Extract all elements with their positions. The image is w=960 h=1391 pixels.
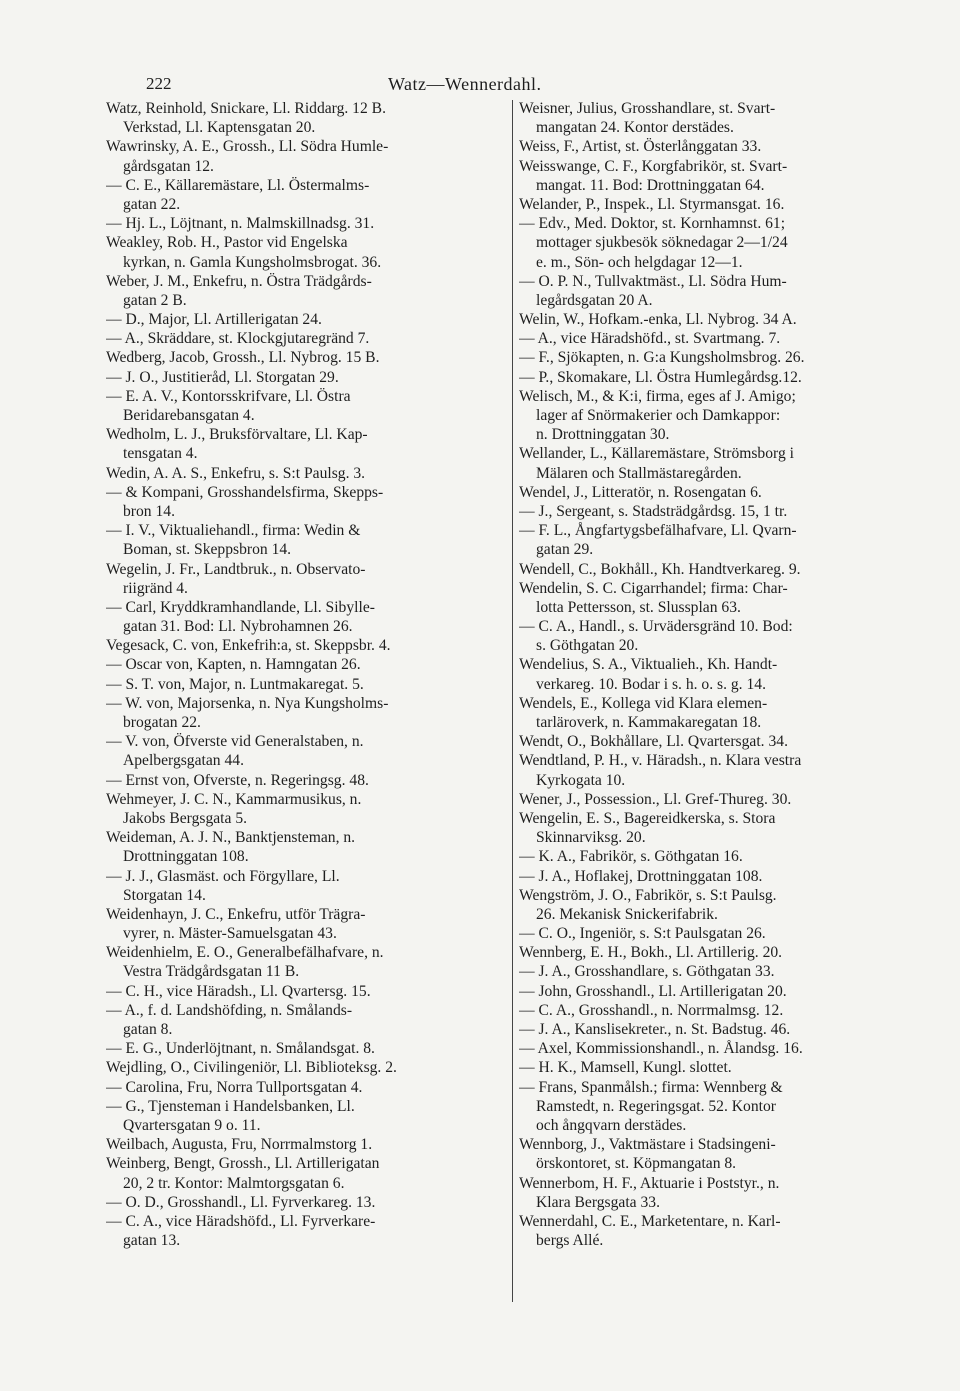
entry-line: Wennerdahl, C. E., Marketentare, n. Karl-	[519, 1212, 781, 1230]
entry-continuation-line: Apelbergsgatan 44.	[123, 752, 244, 770]
entry-line: Weidenhayn, J. C., Enkefru, utför Trägra-	[106, 905, 366, 923]
entry-line: Weber, J. M., Enkefru, n. Östra Trädgårds-	[106, 272, 372, 290]
entry-continuation-line: örskontoret, st. Köpmangatan 8.	[536, 1155, 737, 1173]
entry-line: Weinberg, Bengt, Grossh., Ll. Artillerigatan	[106, 1155, 380, 1173]
entry-continuation-line: Boman, st. Skeppsbron 14.	[123, 541, 292, 559]
entry-continuation-line: och ångqvarn derstädes.	[536, 1116, 687, 1134]
entry-continuation-line: mangat. 11. Bod: Drottninggatan 64.	[536, 176, 765, 194]
entry-continuation-line: n. Drottninggatan 30.	[536, 426, 670, 444]
entry-line: — O. D., Grosshandl., Ll. Fyrverkareg. 13.	[106, 1193, 376, 1211]
entry-continuation-line: Jakobs Bergsgata 5.	[123, 809, 248, 827]
left-column	[106, 99, 509, 1250]
entry-line: Wendtland, P. H., v. Häradsh., n. Klara vestra	[519, 752, 802, 770]
entry-line: Welander, P., Inspek., Ll. Styrmansgat. 16.	[519, 195, 785, 213]
entry-continuation-line: gatan 31. Bod: Ll. Nybrohamnen 26.	[123, 618, 353, 636]
entry-continuation-line: brogatan 22.	[123, 714, 201, 731]
entry-line: Wengelin, E. S., Bagereidkerska, s. Stora	[519, 809, 776, 827]
entry-line: — O. P. N., Tullvaktmäst., Ll. Södra Hum-	[519, 272, 787, 290]
entry-line: — F., Sjökapten, n. G:a Kungsholmsbrog. 26.	[519, 349, 805, 367]
entry-continuation-line: kyrkan, n. Gamla Kungsholmsbrogat. 36.	[123, 253, 382, 271]
entry-continuation-line: e. m., Sön- och helgdagar 12—1.	[536, 253, 743, 271]
entry-continuation-line: s. Göthgatan 20.	[536, 637, 639, 655]
entry-continuation-line: gatan 2 B.	[123, 291, 187, 309]
entry-line: — J. A., Kanslisekreter., n. St. Badstug. 46.	[519, 1021, 791, 1038]
entry-line: — C. A., Handl., s. Urvädersgränd 10. Bod:	[519, 618, 793, 636]
entry-continuation-line: tensgatan 4.	[123, 445, 198, 463]
entry-line: — C. A., vice Häradshöfd., Ll. Fyrverkare-	[106, 1212, 376, 1230]
entry-line: — J., Sergeant, s. Stadsträdgårdsg. 15, 1 tr.	[519, 502, 788, 520]
entry-line: — C. O., Ingeniör, s. S:t Paulsgatan 26.	[519, 925, 766, 943]
entry-continuation-line: lotta Pettersson, st. Slussplan 63.	[536, 598, 741, 616]
entry-line: Wellander, L., Källaremästare, Strömsborg i	[519, 445, 794, 463]
entry-line: — P., Skomakare, Ll. Östra Humlegårdsg.12.	[519, 368, 802, 386]
entry-line: — John, Grosshandl., Ll. Artillerigatan 20.	[519, 982, 787, 1000]
entry-line: — V. von, Öfverste vid Generalstaben, n.	[106, 733, 364, 751]
entry-line: Wedberg, Jacob, Grossh., Ll. Nybrog. 15 B.	[106, 349, 380, 367]
entry-line: — Carl, Kryddkramhandlande, Ll. Sibylle-	[106, 598, 375, 616]
entry-continuation-line: bron 14.	[123, 502, 175, 520]
entry-line: — Oscar von, Kapten, n. Hamngatan 26.	[106, 656, 361, 674]
entry-line: Wedin, A. A. S., Enkefru, s. S:t Paulsg. 3.	[106, 464, 366, 482]
entry-line: Wennberg, E. H., Bokh., Ll. Artillerig. 20.	[519, 944, 783, 962]
entry-line: — C. A., Grosshandl., n. Norrmalmsg. 12.	[519, 1001, 784, 1019]
entry-continuation-line: gatan 29.	[536, 541, 594, 559]
entry-line: Weideman, A. J. N., Banktjensteman, n.	[106, 829, 356, 847]
entry-continuation-line: lager af Snörmakerier och Damkappor:	[536, 407, 781, 424]
entry-line: Wennborg, J., Vaktmästare i Stadsingeni-	[519, 1136, 776, 1154]
entry-line: Watz, Reinhold, Snickare, Ll. Riddarg. 12 B.	[106, 100, 386, 117]
entry-line: Wedholm, L. J., Bruksförvaltare, Ll. Kap-	[106, 426, 368, 444]
entry-continuation-line: Skinnarviksg. 20.	[536, 829, 646, 847]
entry-line: — & Kompani, Grosshandelsfirma, Skepps-	[106, 483, 384, 501]
entry-continuation-line: vyrer, n. Mäster-Samuelsgatan 43.	[123, 925, 337, 943]
entry-line: — K. A., Fabrikör, s. Göthgatan 16.	[519, 848, 743, 866]
entry-continuation-line: Ramstedt, n. Regeringsgat. 52. Kontor	[536, 1097, 776, 1115]
entry-continuation-line: Verkstad, Ll. Kaptensgatan 20.	[123, 119, 316, 137]
entry-line: Wendt, O., Bokhållare, Ll. Qvartersgat. 34.	[519, 733, 788, 751]
entry-line: — Ernst von, Ofverste, n. Regeringsg. 48.	[106, 771, 369, 789]
entry-continuation-line: gårdsgatan 12.	[123, 157, 214, 175]
entry-line: — A., f. d. Landshöfding, n. Smålands-	[106, 1001, 353, 1019]
entry-line: — J. A., Grosshandlare, s. Göthgatan 33.	[519, 963, 775, 981]
entry-continuation-line: Drottninggatan 108.	[123, 848, 249, 866]
entry-line: — I. V., Viktualiehandl., firma: Wedin &	[106, 522, 361, 540]
entry-line: — Frans, Spanmålsh.; firma: Wennberg &	[519, 1078, 783, 1096]
entry-line: Wener, J., Possession., Ll. Gref-Thureg. 30.	[519, 790, 792, 808]
entry-line: Weisner, Julius, Grosshandlare, st. Svart-	[519, 100, 776, 117]
entry-line: Weilbach, Augusta, Fru, Norrmalmstorg 1.	[106, 1136, 373, 1154]
entry-line: Wendel, J., Litteratör, n. Rosengatan 6.	[519, 483, 762, 501]
entry-line: — E. A. V., Kontorsskrifvare, Ll. Östra	[106, 387, 351, 405]
entry-line: Wejdling, O., Civilingeniör, Ll. Biblioteksg. 2.	[106, 1059, 397, 1077]
entry-line: Wendell, C., Bokhåll., Kh. Handtverkareg. 9.	[519, 560, 801, 578]
entry-line: — D., Major, Ll. Artillerigatan 24.	[106, 311, 322, 329]
entry-line: — Hj. L., Löjtnant, n. Malmskillnadsg. 31.	[106, 215, 375, 233]
entry-continuation-line: Klara Bergsgata 33.	[536, 1193, 660, 1211]
entry-line: Wendelin, S. C. Cigarrhandel; firma: Char-	[519, 579, 788, 597]
entry-continuation-line: gatan 22.	[123, 195, 181, 213]
entry-line: Weisswange, C. F., Korgfabrikör, st. Svart-	[519, 157, 788, 175]
column-divider	[512, 100, 513, 1302]
entry-line: — J. A., Hoflakej, Drottninggatan 108.	[519, 867, 763, 885]
entry-line: — A., Skräddare, st. Klockgjutaregränd 7.	[106, 330, 370, 348]
entry-line: — C. H., vice Häradsh., Ll. Qvartersg. 15.	[106, 982, 371, 1000]
entry-continuation-line: mottager sjukbesök söknedagar 2—1/24	[536, 234, 788, 252]
entry-line: — S. T. von, Major, n. Luntmakaregat. 5.	[106, 675, 364, 693]
entry-line: — W. von, Majorsenka, n. Nya Kungsholms-	[106, 694, 389, 712]
entry-line: — E. G., Underlöjtnant, n. Smålandsgat. 8.	[106, 1040, 375, 1058]
entry-line: — G., Tjensteman i Handelsbanken, Ll.	[106, 1097, 355, 1115]
entry-line: Wengström, J. O., Fabrikör, s. S:t Paulsg.	[519, 886, 777, 904]
entry-continuation-line: Beridarebansgatan 4.	[123, 407, 255, 424]
entry-line: — C. E., Källaremästare, Ll. Östermalms-	[106, 176, 370, 194]
entry-line: Wawrinsky, A. E., Grossh., Ll. Södra Humle-	[106, 138, 389, 156]
entry-line: — H. K., Mamsell, Kungl. slottet.	[519, 1059, 732, 1077]
entry-line: Wendelius, S. A., Viktualieh., Kh. Handt-	[519, 656, 778, 674]
entry-continuation-line: gatan 13.	[123, 1232, 181, 1250]
entry-continuation-line: verkareg. 10. Bodar i s. h. o. s. g. 14.	[536, 675, 766, 693]
entry-line: — J. J., Glasmäst. och Förgyllare, Ll.	[106, 867, 340, 885]
entry-continuation-line: legårdsgatan 20 A.	[536, 291, 653, 309]
page-number: 222	[146, 74, 172, 93]
entry-line: Welisch, M., & K:i, firma, eges af J. Amigo;	[519, 387, 796, 405]
entry-continuation-line: gatan 8.	[123, 1021, 173, 1038]
entry-line: Vegesack, C. von, Enkefrih:a, st. Skeppsbr. 4.	[106, 637, 391, 655]
entry-line: — F. L., Ångfartygsbefälhafvare, Ll. Qvarn-	[519, 522, 797, 540]
entry-line: Weidenhielm, E. O., Generalbefälhafvare, n.	[106, 944, 384, 962]
entry-line: — Axel, Kommissionshandl., n. Ålandsg. 16.	[519, 1040, 803, 1058]
entry-line: Weakley, Rob. H., Pastor vid Engelska	[106, 234, 348, 252]
entry-continuation-line: tarläroverk, n. Kammakaregatan 18.	[536, 714, 762, 731]
entry-line: Wennerbom, H. F., Aktuarie i Poststyr., n.	[519, 1174, 780, 1192]
entry-continuation-line: Qvartersgatan 9 o. 11.	[123, 1116, 261, 1134]
entry-continuation-line: 26. Mekanisk Snickerifabrik.	[536, 905, 718, 923]
right-column	[519, 99, 937, 1250]
entry-continuation-line: Kyrkogata 10.	[536, 771, 626, 789]
entry-continuation-line: riigränd 4.	[123, 579, 188, 597]
entry-line: Wegelin, J. Fr., Landtbruk., n. Observato-	[106, 560, 366, 578]
entry-line: — Edv., Med. Doktor, st. Kornhamnst. 61;	[519, 215, 786, 233]
entry-line: — J. O., Justitieråd, Ll. Storgatan 29.	[106, 368, 339, 386]
entry-line: Wehmeyer, J. C. N., Kammarmusikus, n.	[106, 790, 362, 808]
entry-continuation-line: bergs Allé.	[536, 1232, 604, 1250]
entry-line: Weiss, F., Artist, st. Österlånggatan 33.	[519, 138, 762, 156]
entry-line: Welin, W., Hofkam.-enka, Ll. Nybrog. 34 A.	[519, 311, 797, 329]
entry-line: — A., vice Häradshöfd., st. Svartmang. 7.	[519, 330, 781, 348]
running-head: Watz—Wennerdahl.	[388, 74, 542, 94]
entry-continuation-line: Mälaren och Stallmästaregården.	[536, 464, 742, 482]
entry-continuation-line: Vestra Trädgårdsgatan 11 B.	[123, 963, 300, 981]
entry-line: — Carolina, Fru, Norra Tullportsgatan 4.	[106, 1078, 363, 1096]
entry-continuation-line: Storgatan 14.	[123, 886, 206, 904]
entry-continuation-line: 20, 2 tr. Kontor: Malmtorgsgatan 6.	[123, 1174, 345, 1192]
entry-line: Wendels, E., Kollega vid Klara elemen-	[519, 694, 768, 712]
entry-continuation-line: mangatan 24. Kontor derstädes.	[536, 119, 734, 137]
